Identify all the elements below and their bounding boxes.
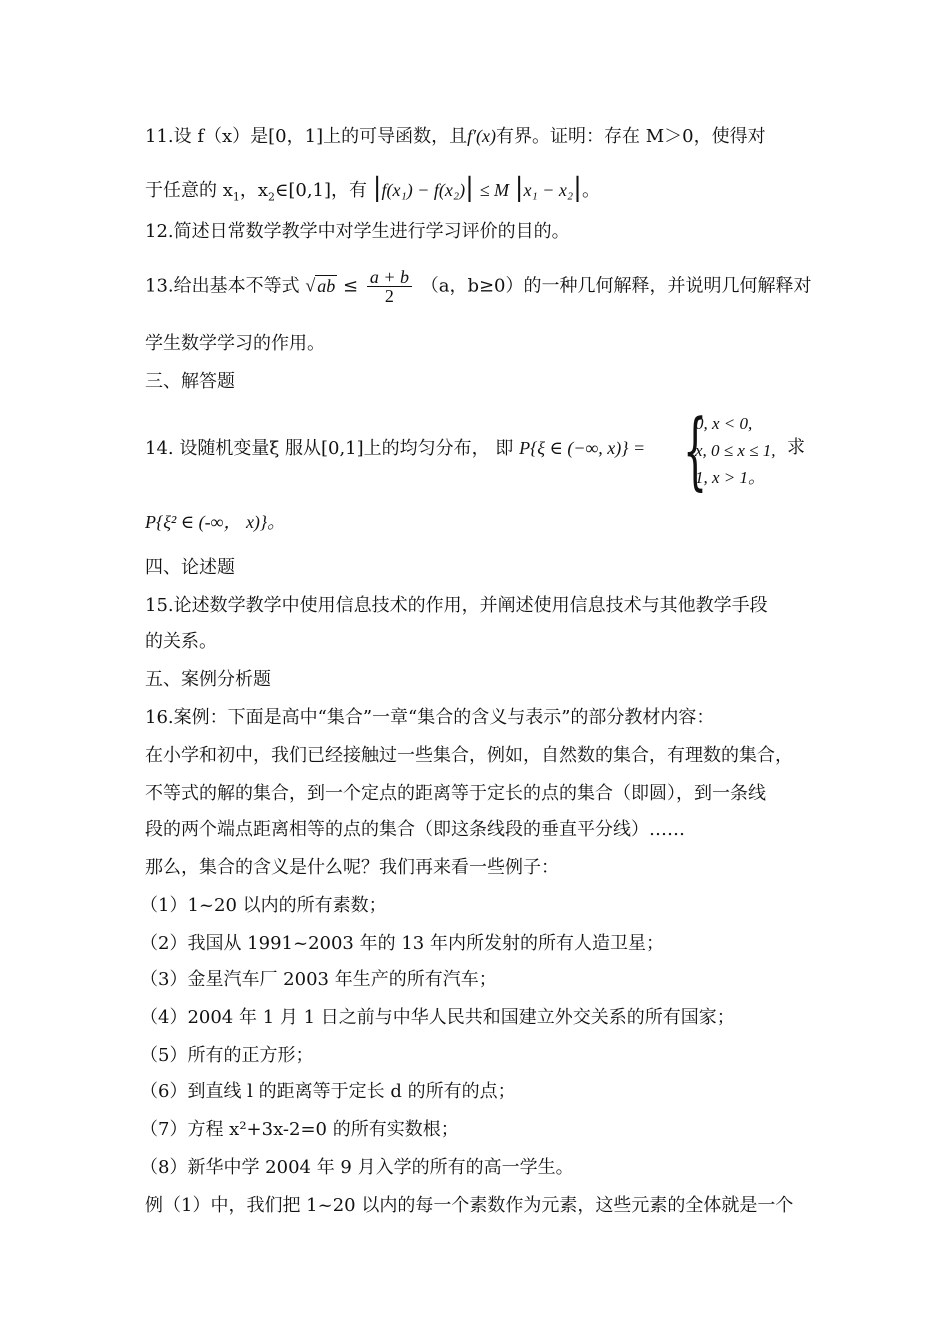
q14-text-a: 14. 设随机变量ξ 服从[0,1]上的均匀分布， 即 — [145, 438, 514, 459]
q15-line1: 15.论述数学教学中使用信息技术的作用，并阐述使用信息技术与其他教学手段 — [145, 595, 768, 616]
list-item: （7）方程 x²+3x-2=0 的所有实数根； — [140, 1119, 459, 1140]
q11-ineq-left: f(x₁) − f(x₂) — [381, 180, 466, 200]
q13-leq: ≤ — [343, 275, 359, 297]
q11-line2-b: ，x — [239, 180, 269, 201]
list-item: （6）到直线 l 的距离等于定长 d 的所有的点； — [140, 1081, 516, 1102]
q11-sub2: 2 — [268, 190, 276, 204]
q13-sqrt-arg: ab — [317, 275, 336, 296]
q11-ineq-diff: x₁ − x₂ — [523, 180, 574, 200]
q12-line: 12.简述日常数学教学中对学生进行学习评价的目的。 — [145, 221, 570, 242]
list-item: （3）金星汽车厂 2003 年生产的所有汽车； — [140, 969, 497, 990]
section-3-heading: 三、解答题 — [145, 371, 235, 392]
q11-text-a: 11.设 f（x）是[0，1]上的可导函数，且 — [145, 126, 468, 147]
abs-bar-left-2: | — [514, 173, 524, 203]
list-item: （8）新华中学 2004 年 9 月入学的所有的高一学生。 — [140, 1157, 574, 1178]
q13-text-b: （a，b≥0）的一种几何解释，并说明几何解释对 — [420, 275, 812, 297]
section-5-heading: 五、案例分析题 — [145, 669, 271, 690]
q14-case-1: 0, x < 0, — [695, 414, 753, 433]
q14-case-2: x, 0 ≤ x ≤ 1, — [695, 441, 776, 460]
q14-qiu: 求 — [787, 437, 805, 458]
q13-text-a: 13.给出基本不等式 — [145, 275, 300, 297]
q11-ineq-right: ≤ M — [479, 180, 510, 200]
q14-case-3: 1, x > 1。 — [695, 468, 766, 487]
q14-prob: P{ξ ∈ (−∞, x)} = — [519, 438, 646, 458]
q14-cases — [695, 410, 776, 491]
abs-bar-right-2: | — [573, 173, 582, 203]
q13-frac-den: 2 — [384, 286, 394, 306]
section-4-heading: 四、论述题 — [145, 557, 235, 578]
abs-bar-right: | — [465, 173, 474, 203]
q11-fprime: f′(x) — [467, 126, 497, 146]
q16-line3: 不等式的解的集合，到一个定点的距离等于定长的点的集合（即圆），到一条线 — [145, 783, 766, 804]
q16-line1: 16.案例：下面是高中“集合”一章“集合的含义与表示”的部分教材内容： — [145, 707, 715, 728]
q15-line2: 的关系。 — [145, 631, 217, 652]
q13-line2: 学生数学学习的作用。 — [145, 333, 325, 354]
q14-brace: { — [683, 401, 708, 499]
q11-line2 — [145, 173, 600, 210]
q16-line5: 那么，集合的含义是什么呢？我们再来看一些例子： — [145, 857, 559, 878]
q11-end: 。 — [581, 180, 600, 201]
q16-last-line: 例（1）中，我们把 1~20 以内的每一个素数作为元素，这些元素的全体就是一个 — [145, 1195, 794, 1216]
q13-sqrt: √ ab — [305, 275, 336, 296]
q13-fraction — [367, 268, 412, 305]
q11-line2-a: 于任意的 x — [145, 180, 233, 201]
list-item: （2）我国从 1991~2003 年的 13 年内所发射的所有人造卫星； — [140, 933, 664, 954]
list-item: （1）1~20 以内的所有素数； — [140, 895, 387, 916]
q14-line2: P{ξ² ∈ (-∞， x)}。 — [145, 512, 286, 532]
q16-line2: 在小学和初中，我们已经接触过一些集合，例如，自然数的集合，有理数的集合， — [145, 745, 793, 766]
list-item: （5）所有的正方形； — [140, 1045, 314, 1066]
list-item: （4）2004 年 1 月 1 日之前与中华人民共和国建立外交关系的所有国家； — [140, 1007, 735, 1028]
q13-line1 — [145, 268, 812, 305]
q11-line1 — [145, 124, 766, 149]
q11-line2-c: ∈[0,1]，有 — [275, 180, 368, 201]
q13-frac-num: a + b — [367, 268, 412, 287]
abs-bar-left: | — [372, 173, 382, 203]
q14-line1 — [145, 436, 645, 461]
q16-line4: 段的两个端点距离相等的点的集合（即这条线段的垂直平分线）…… — [145, 819, 685, 840]
q11-sub1: 1 — [232, 190, 240, 204]
q11-text-b: 有界。证明：存在 M＞0，使得对 — [496, 126, 766, 147]
